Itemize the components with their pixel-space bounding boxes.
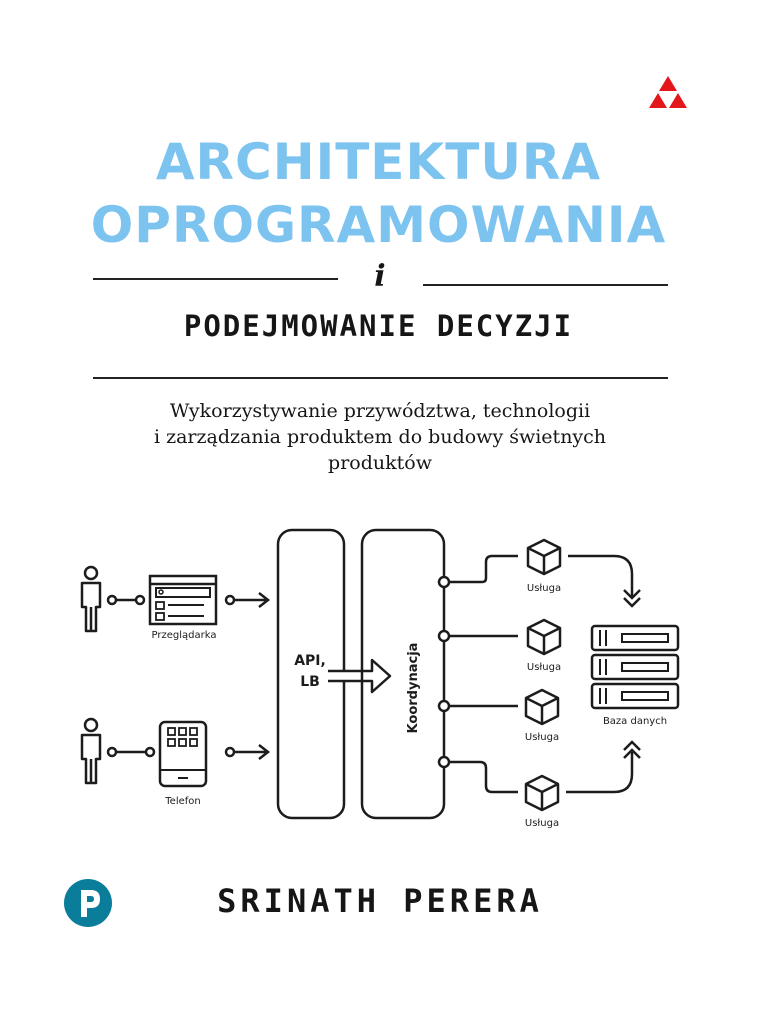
title-conjunction: i (374, 259, 386, 294)
lb-label: LB (300, 674, 320, 690)
service-cube-icon (528, 620, 560, 654)
service-cube-icon (526, 776, 558, 810)
book-subtitle: PODEJMOWANIE DECYZJI (183, 309, 574, 343)
tagline-line-1: Wykorzystywanie przywództwa, technologii (169, 400, 591, 422)
browser-window-icon (150, 576, 216, 624)
service-label: Usługa (526, 583, 562, 594)
database-icon (592, 626, 678, 708)
user-icon (82, 719, 100, 783)
user-icon (82, 567, 100, 631)
divider-left (93, 278, 338, 280)
api-label: API, (294, 653, 326, 669)
browser-label: Przeglądarka (151, 630, 217, 641)
service-label: Usługa (526, 662, 562, 673)
tagline-line-3: produktów (328, 452, 432, 474)
service-label: Usługa (524, 732, 560, 743)
pearson-logo-icon (62, 877, 114, 929)
publisher-logo-icon (645, 74, 691, 110)
service-cube-icon (526, 690, 558, 724)
coordination-label: Koordynacja (406, 642, 421, 734)
book-title-line-2: OPROGRAMOWANIA (90, 196, 667, 254)
book-title-line-1: ARCHITEKTURA (155, 133, 602, 191)
service-label: Usługa (524, 818, 560, 829)
tagline-line-2: i zarządzania produktem do budowy świetnych (153, 426, 607, 448)
phone-label: Telefon (165, 796, 201, 807)
phone-icon (160, 722, 206, 786)
architecture-diagram (0, 520, 757, 830)
author-name: SRINATH PERERA (217, 882, 543, 920)
service-cube-icon (528, 540, 560, 574)
book-tagline (60, 398, 700, 476)
flow-arrow-icon (328, 660, 390, 692)
divider-bottom (93, 377, 668, 379)
database-label: Baza danych (602, 716, 668, 727)
divider-right (423, 284, 668, 286)
